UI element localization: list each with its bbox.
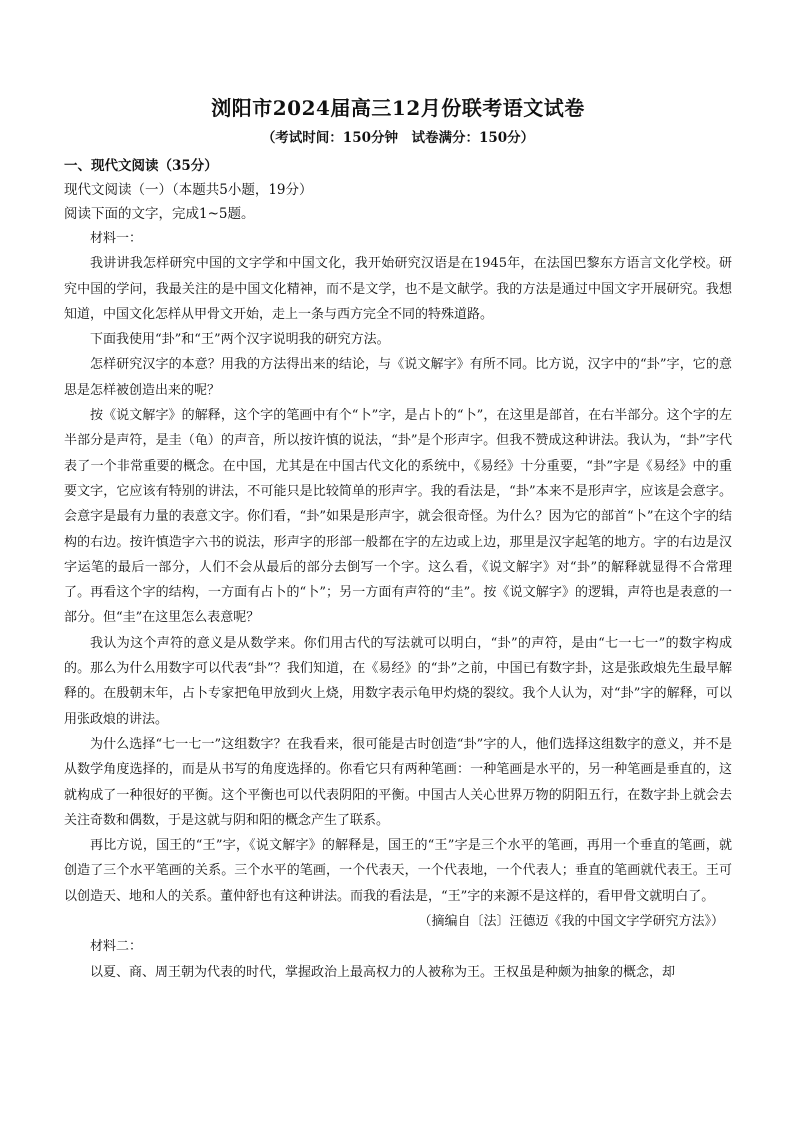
passage-paragraph: 为什么选择“七一七一”这组数字？在我看来，很可能是古时创造“卦”字的人，他们选择这组数字的意义，并不是从数学角度选择的，而是从书写的角度选择的。你看它只有两种笔画：一种笔画是水平的，另一种笔画是垂直的，这就构成了一种很好的平衡。这个平衡也可以代表阴阳的平衡。中国古人关心世界万物的阴阳五行，在数字卦上就会去关注奇数和偶数，于是这就与阴和阳的概念产生了联系。 xyxy=(64,736,732,828)
source-citation: （摘编自〔法〕汪德迈《我的中国文字学研究方法》） xyxy=(418,914,724,930)
passage-paragraph: 再比方说，国王的“王”字，《说文解字》的解释是，国王的“王”字是三个水平的笔画，再用一个垂直的笔画，就创造了三个水平笔画的关系。三个水平的笔画，一个代表天，一个代表地，一个代表人；垂直的笔画就代表王。王可以创造天、地和人的关系。董仲舒也有这种讲法。而我的看法是，“王”字的来源不是这样的，看甲骨文就明白了。 xyxy=(64,838,732,904)
passage-paragraph: 按《说文解字》的解释，这个字的笔画中有个“卜”字，是占卜的“卜”，在这里是部首，在右半部分。这个字的左半部分是声符，是圭（龟）的声音，所以按许慎的说法，“卦”是个形声字。但我不赞成这种讲法。我认为，“卦”字代表了一个非常重要的概念。在中国，尤其是在中国古代文化的系统中，《易经》十分重要，“卦”字是《易经》中的重要文字，它应该有特别的讲法，不可能只是比较简单的形声字。我的看法是，“卦”本来不是形声字，应该是会意字。会意字是最有力量的表意文字。你们看，“卦”如果是形声字，就会很奇怪。为什么？因为它的部首“卜”在这个字的结构的右边。按许慎造字六书的说法，形声字的形部一般都在字的左边或上边，那里是汉字起笔的地方。字的右边是汉字运笔的最后一部分，人们不会从最后的部分去倒写一个字。这么看，《说文解字》对“卦”的解释就显得不合常理了。再看这个字的结构，一方面有占卜的“卜”；另一方面有声符的“圭”。按《说文解字》的逻辑，声符也是表意的一部分。但“圭”在这里怎么表意呢？ xyxy=(64,408,732,626)
passage-paragraph: 怎样研究汉字的本意？用我的方法得出来的结论，与《说文解字》有所不同。比方说，汉字中的“卦”字，它的意思是怎样被创造出来的呢？ xyxy=(64,357,732,398)
material-one-label: 材料一： xyxy=(90,231,143,246)
section-heading: 一、现代文阅读（35分） xyxy=(64,158,218,174)
passage-paragraph: 我讲讲我怎样研究中国的文字学和中国文化，我开始研究汉语是在1945年，在法国巴黎东方语言文化学校。研究中国的学问，我最关注的是中国文化精神，而不是文学，也不是文献学。我的方法是通过中国文字开展研究。我想知道，中国文化怎样从甲骨文开始，走上一条与西方完全不同的特殊道路。 xyxy=(64,256,732,322)
exam-info: （考试时间：150分钟 试卷满分：150分） xyxy=(261,130,535,146)
reading-passage xyxy=(64,226,732,985)
passage-paragraph: 我认为这个声符的意义是从数学来。你们用古代的写法就可以明白，“卦”的声符，是由“七一七一”的数字构成的。那么为什么用数字可以代表“卦”？我们知道，在《易经》的“卦”之前，中国已有数字卦，这是张政烺先生最早解释的。在殷朝末年，占卜专家把龟甲放到火上烧，用数字表示龟甲灼烧的裂纹。我个人认为，对“卦”字的解释，可以用张政烺的讲法。 xyxy=(64,635,732,727)
subsection-heading: 现代文阅读（一）（本题共5小题，19分） xyxy=(64,182,313,198)
material-two-label: 材料二： xyxy=(90,939,143,955)
page-title: 浏阳市2024届高三12月份联考语文试卷 xyxy=(211,96,585,120)
passage-paragraph: 以夏、商、周王朝为代表的时代，掌握政治上最高权力的人被称为王。王权虽是种颇为抽象的概念，却 xyxy=(90,964,676,980)
passage-paragraph: 下面我使用“卦”和“王”两个汉字说明我的研究方法。 xyxy=(90,332,390,348)
instruction-text: 阅读下面的文字，完成1~5题。 xyxy=(64,206,255,222)
